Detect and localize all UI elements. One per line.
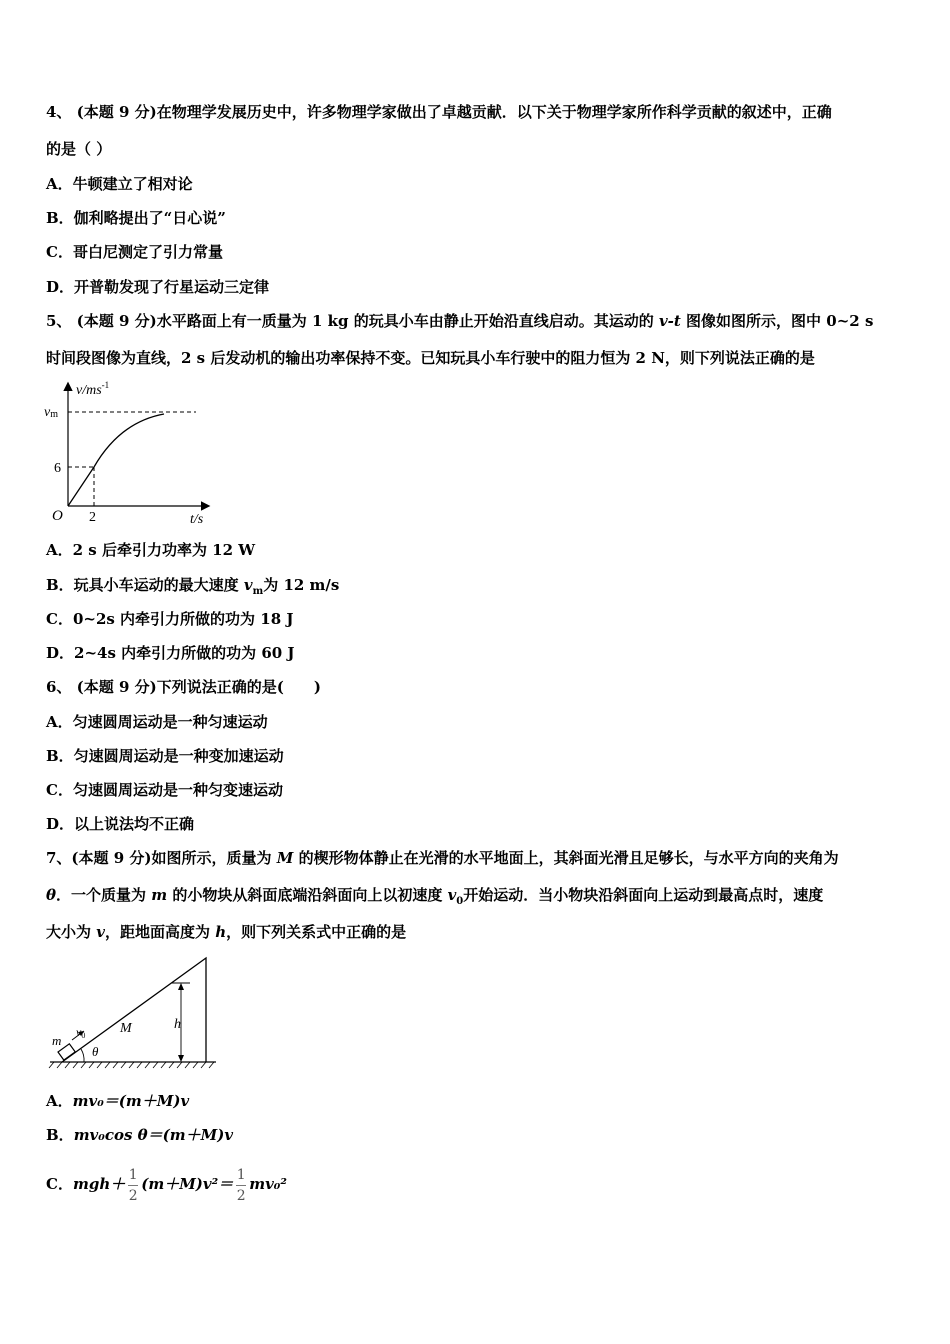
- y-axis-label: $v/ms^{-1}$: [76, 380, 110, 398]
- fraction-one-half-1: $\frac{1}{2}$: [128, 1166, 138, 1204]
- q4-option-a: A．牛顿建立了相对论: [46, 175, 193, 193]
- theta-arc: [81, 1049, 84, 1062]
- h-label: h: [174, 1017, 181, 1032]
- q7-option-a: A．mv₀＝(m＋M)v: [46, 1092, 190, 1110]
- origin-label: O: [52, 508, 63, 524]
- theta-label: θ: [92, 1044, 99, 1059]
- q7-stem-line2: θ．一个质量为 m 的小物块从斜面底端沿斜面向上以初速度 $v_0$开始运动．当小物块沿斜面向上运动到最高点时，速度: [46, 886, 824, 907]
- q6-stem: 6、 (本题 9 分)下列说法正确的是( ): [46, 678, 321, 696]
- q4-option-b: B．伽利略提出了“日心说”: [46, 209, 226, 227]
- q5-option-d: D．2~4s 内牵引力所做的功为 60 J: [46, 644, 295, 662]
- v0-label: v0: [76, 1025, 86, 1040]
- vt-curve: [68, 414, 164, 506]
- vm-label: vm: [44, 405, 58, 420]
- q4-option-d: D．开普勒发现了行星运动三定律: [46, 278, 270, 296]
- ground-hatching: [49, 1062, 214, 1068]
- y-tick-6: 6: [54, 461, 61, 476]
- x-tick-2: 2: [89, 510, 96, 525]
- q7-option-c: C．mgh＋ $\frac{1}{2}$ (m＋M)v²＝ $\frac{1}{2}$ mv₀²: [46, 1166, 287, 1204]
- m-label: m: [52, 1033, 62, 1048]
- q7-option-b: B．mv₀cos θ＝(m＋M)v: [46, 1126, 234, 1144]
- q5-vt-graph: [40, 376, 220, 528]
- q7-stem-line3: 大小为 v，距地面高度为 h，则下列关系式中正确的是: [46, 923, 407, 941]
- wedge: [62, 958, 206, 1062]
- fraction-one-half-2: $\frac{1}{2}$: [236, 1166, 246, 1204]
- q6-option-b: B．匀速圆周运动是一种变加速运动: [46, 747, 284, 765]
- M-label: M: [120, 1021, 132, 1036]
- q5-option-b: B．玩具小车运动的最大速度 $v_m$为 12 m/s: [46, 576, 340, 597]
- q7-stem-line1: 7、(本题 9 分)如图所示，质量为 M 的楔形物体静止在光滑的水平地面上，其斜面光滑且足够长，与水平方向的夹角为: [46, 849, 839, 867]
- q5-option-c: C．0~2s 内牵引力所做的功为 18 J: [46, 610, 294, 628]
- q7-wedge-figure: [44, 952, 220, 1074]
- q6-option-d: D．以上说法均不正确: [46, 815, 195, 833]
- q4-option-c: C．哥白尼测定了引力常量: [46, 243, 223, 261]
- q6-option-a: A．匀速圆周运动是一种匀速运动: [46, 713, 268, 731]
- q5-stem-line1: 5、 (本题 9 分)水平路面上有一质量为 1 kg 的玩具小车由静止开始沿直线启动。其运动的 v-t 图像如图所示，图中 0~2 s: [46, 312, 874, 330]
- q6-option-c: C．匀速圆周运动是一种匀变速运动: [46, 781, 283, 799]
- q5-stem-line2: 时间段图像为直线，2 s 后发动机的输出功率保持不变。已知玩具小车行驶中的阻力恒为 2 N，则下列说法正确的是: [46, 349, 815, 367]
- q4-stem-line2: 的是（ ）: [46, 140, 112, 158]
- q4-stem-line1: 4、 (本题 9 分)在物理学发展历史中，许多物理学家做出了卓越贡献．以下关于物理学家所作科学贡献的叙述中，正确: [46, 103, 832, 121]
- q5-option-a: A．2 s 后牵引力功率为 12 W: [46, 541, 256, 559]
- x-axis-label: t/s: [190, 512, 204, 527]
